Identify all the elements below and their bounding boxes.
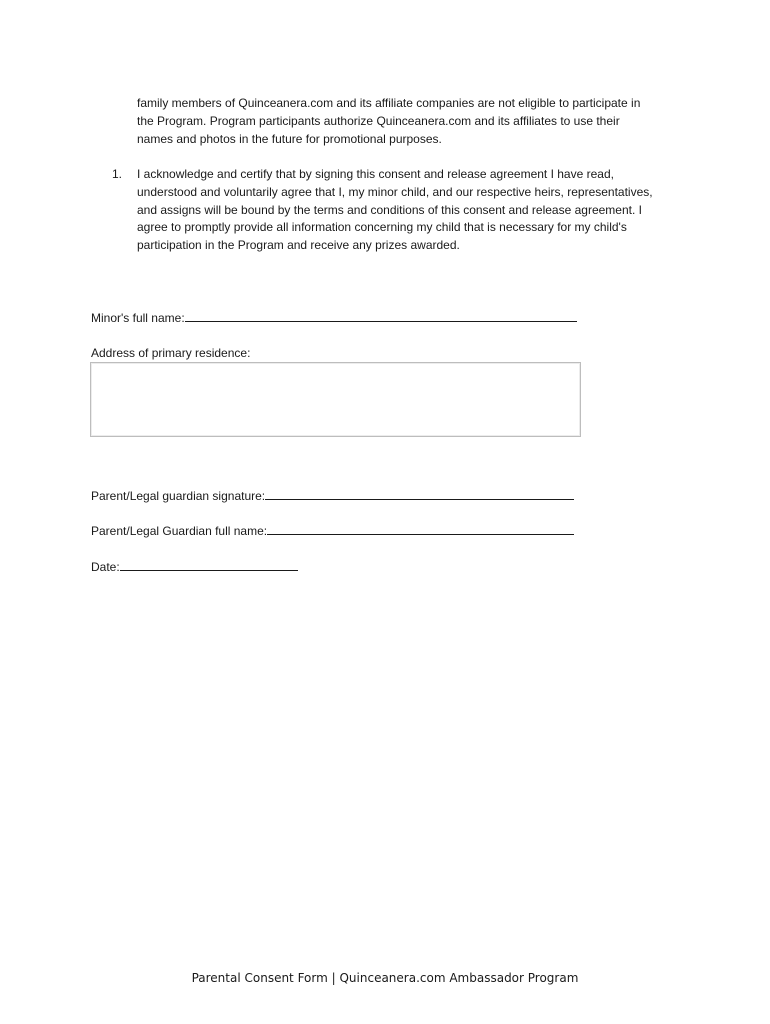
minor-name-label: Minor's full name: [91, 311, 185, 325]
guardian-signature-input[interactable] [265, 488, 574, 500]
minor-name-input[interactable] [185, 310, 577, 322]
minor-name-field [91, 310, 577, 326]
page-footer: Parental Consent Form | Quinceanera.com Ambassador Program [191, 971, 579, 985]
date-input[interactable] [120, 559, 298, 571]
address-label: Address of primary residence: [91, 346, 251, 360]
list-item-text: I acknowledge and certify that by signing this consent and release agreement I have read, understood and voluntarily agree that I, my minor child, and our respective heirs, representatives, and assigns will be bound by the terms and conditions of this consent and release agreement. I agree to promptly provide all information concerning my child that is necessary for my child's participation in the Program and receive any prizes awarded. [137, 167, 653, 253]
guardian-signature-field [91, 488, 574, 504]
list-item-number: 1. [112, 167, 123, 181]
date-label: Date: [91, 560, 120, 574]
guardian-name-label: Parent/Legal Guardian full name: [91, 524, 268, 538]
continued-paragraph: family members of Quinceanera.com and its affiliate companies are not eligible to participate in the Program. Program participants authorize Quinceanera.com and its affiliates to use their names and photos in the future for promotional purposes. [137, 96, 641, 146]
date-field [91, 559, 298, 575]
guardian-name-field [91, 523, 574, 539]
guardian-signature-label: Parent/Legal guardian signature: [91, 489, 266, 503]
guardian-name-input[interactable] [267, 523, 574, 535]
address-input-box[interactable] [90, 362, 581, 437]
